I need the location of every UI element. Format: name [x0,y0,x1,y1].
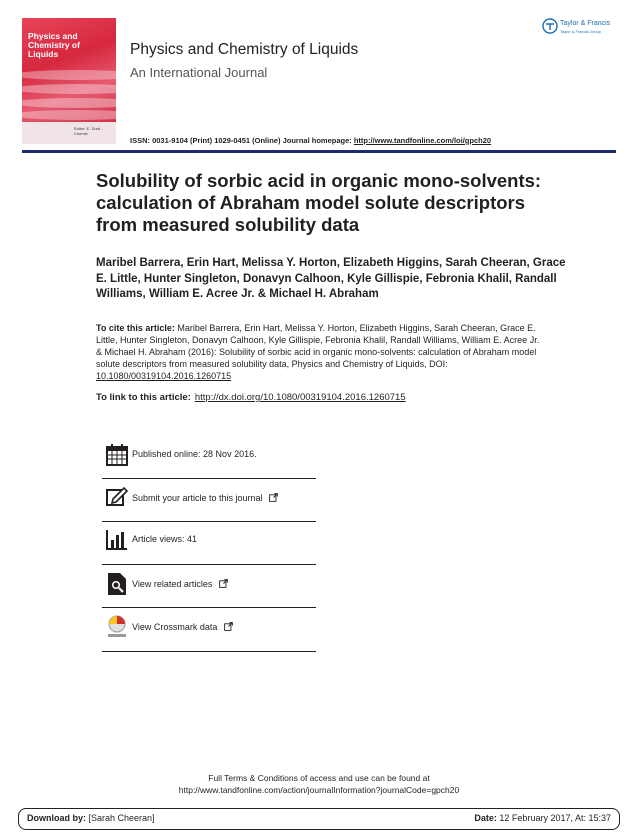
bar-chart-icon [105,528,129,552]
date-value: 12 February 2017, At: 15:37 [496,813,611,823]
article-views-row [102,528,316,568]
submit-article-link[interactable] [132,493,278,503]
journal-subtitle: An International Journal [130,65,268,80]
related-articles-row[interactable] [102,572,316,612]
article-title: Solubility of sorbic acid in organic mono-solvents: calculation of Abraham model solute descriptors from measured solubility data [96,170,542,235]
submit-article-text: Submit your article to this journal [132,493,263,503]
article-authors: Maribel Barrera, Erin Hart, Melissa Y. Horton, Elizabeth Higgins, Sarah Cheeran, Grace E. Little, Hunter Singleton, Donavyn Calhoon, Kyle Gillispie, Febronia Khalil, Randall Williams, William E. Acree Jr. & Michael H. Abraham [96,257,566,300]
divider [102,478,316,479]
doi-link[interactable]: 10.1080/00319104.2016.1260715 [96,371,232,381]
publisher-group: Taylor & Francis Group [560,29,601,34]
cover-title: Physics and Chemistry of Liquids [28,31,80,59]
citation-text: Maribel Barrera, Erin Hart, Melissa Y. Horton, Elizabeth Higgins, Sarah Cheeran, Grace E. Little, Hunter Singleton, Donavyn Calhoon, Kyle Gillispie, Febronia Khalil, Randall Williams, William E. Acree Jr. & Michael H. Abraham (2016): Solubility of sorbic acid in organic mono-solvents: calculation of Abraham model solute descriptors from measured solubility data, Physics and Chemistry of Liquids, DOI: [96,323,540,369]
edit-icon [105,485,129,509]
citation-label: To cite this article: [96,323,175,333]
download-info [27,813,155,823]
external-link-icon [224,622,233,631]
crossmark-text: View Crossmark data [132,622,218,632]
crossmark-icon [105,615,129,639]
published-online-text: Published online: 28 Nov 2016. [132,449,257,459]
search-document-icon [105,572,129,596]
header-rule [22,150,616,153]
divider [102,607,316,608]
related-articles-text: View related articles [132,579,213,589]
related-articles-link[interactable] [132,579,228,589]
article-link-url[interactable]: http://dx.doi.org/10.1080/00319104.2016.1260715 [194,392,406,403]
crossmark-link[interactable] [132,622,233,632]
divider [102,651,316,652]
citation-block [96,322,546,382]
divider [102,521,316,522]
external-link-icon [219,579,228,588]
divider [102,564,316,565]
published-online-row [102,443,316,483]
cover-footer-text: Editor: E. Dudt ... Chemie [74,126,105,136]
publisher-name: Taylor & Francis [560,20,611,27]
issn-line [130,136,491,145]
publisher-logo-icon [542,18,558,34]
article-views-text: Article views: 41 [132,534,198,544]
download-footer [18,808,620,830]
external-link-icon [269,493,278,502]
terms-url[interactable]: http://www.tandfonline.com/action/journalInformation?journalCode=gpch20 [178,785,460,795]
issn-text: ISSN: 0031-9104 (Print) 1029-0451 (Online) Journal homepage: [130,136,354,145]
journal-homepage-link[interactable]: http://www.tandfonline.com/loi/gpch20 [353,136,492,145]
calendar-icon [105,443,129,467]
download-date [474,813,611,823]
article-link-label: To link to this article: [96,392,191,403]
article-link-line [96,392,406,403]
terms-line: Full Terms & Conditions of access and use can be found at [208,773,430,783]
journal-title: Physics and Chemistry of Liquids [130,41,359,58]
submit-article-row[interactable] [102,485,316,525]
download-label: Download by: [27,813,86,823]
journal-cover-image [22,18,116,144]
crossmark-row[interactable] [102,615,316,655]
download-value: [Sarah Cheeran] [86,813,155,823]
date-label: Date: [474,813,497,823]
